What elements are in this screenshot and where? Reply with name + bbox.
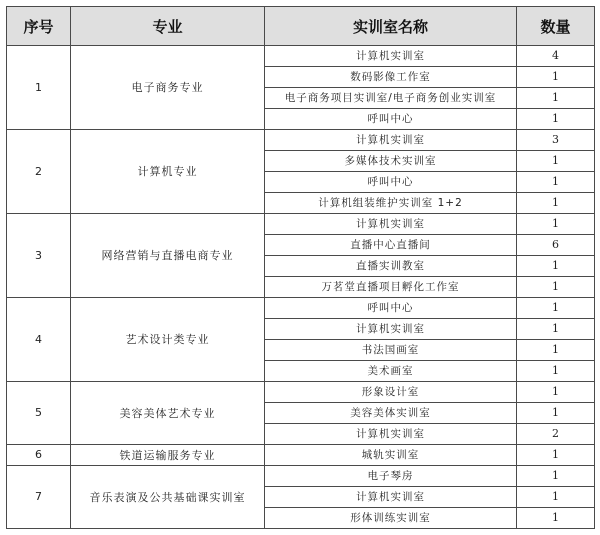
room-name-cell: 形象设计室 [265, 382, 517, 403]
table-row [7, 46, 595, 67]
count-cell: 1 [517, 361, 595, 382]
room-name-cell: 呼叫中心 [265, 109, 517, 130]
major-cell: 电子商务专业 [71, 46, 265, 130]
major-cell: 美容美体艺术专业 [71, 382, 265, 445]
count-cell: 6 [517, 235, 595, 256]
count-cell: 1 [517, 256, 595, 277]
header-row [7, 7, 595, 46]
room-name-cell: 计算机实训室 [265, 487, 517, 508]
room-name-cell: 计算机实训室 [265, 319, 517, 340]
lab-table [6, 6, 595, 529]
seq-cell: 1 [7, 46, 71, 130]
header-seq: 序号 [7, 7, 71, 46]
room-name-cell: 计算机实训室 [265, 130, 517, 151]
major-cell: 音乐表演及公共基础课实训室 [71, 466, 265, 529]
count-cell: 1 [517, 277, 595, 298]
table-row [7, 130, 595, 151]
room-name-cell: 直播中心直播间 [265, 235, 517, 256]
count-cell: 1 [517, 508, 595, 529]
count-cell: 1 [517, 487, 595, 508]
room-name-cell: 美容美体实训室 [265, 403, 517, 424]
major-cell: 艺术设计类专业 [71, 298, 265, 382]
count-cell: 1 [517, 319, 595, 340]
header-room: 实训室名称 [265, 7, 517, 46]
seq-cell: 3 [7, 214, 71, 298]
room-name-cell: 计算机组装维护实训室 1+2 [265, 193, 517, 214]
room-name-cell: 多媒体技术实训室 [265, 151, 517, 172]
count-cell: 1 [517, 340, 595, 361]
header-count: 数量 [517, 7, 595, 46]
seq-cell: 4 [7, 298, 71, 382]
room-name-cell: 书法国画室 [265, 340, 517, 361]
count-cell: 1 [517, 214, 595, 235]
count-cell: 1 [517, 445, 595, 466]
room-name-cell: 美术画室 [265, 361, 517, 382]
room-name-cell: 电子商务项目实训室/电子商务创业实训室 [265, 88, 517, 109]
room-name-cell: 计算机实训室 [265, 424, 517, 445]
count-cell: 1 [517, 109, 595, 130]
table-row [7, 298, 595, 319]
seq-cell: 6 [7, 445, 71, 466]
count-cell: 2 [517, 424, 595, 445]
count-cell: 1 [517, 88, 595, 109]
header-major: 专业 [71, 7, 265, 46]
count-cell: 1 [517, 151, 595, 172]
major-cell: 铁道运输服务专业 [71, 445, 265, 466]
table-row [7, 214, 595, 235]
major-cell: 网络营销与直播电商专业 [71, 214, 265, 298]
seq-cell: 7 [7, 466, 71, 529]
count-cell: 1 [517, 403, 595, 424]
room-name-cell: 形体训练实训室 [265, 508, 517, 529]
table-body [7, 46, 595, 529]
count-cell: 1 [517, 382, 595, 403]
room-name-cell: 计算机实训室 [265, 214, 517, 235]
count-cell: 3 [517, 130, 595, 151]
room-name-cell: 万茗堂直播项目孵化工作室 [265, 277, 517, 298]
table-row [7, 466, 595, 487]
room-name-cell: 电子琴房 [265, 466, 517, 487]
room-name-cell: 数码影像工作室 [265, 67, 517, 88]
count-cell: 1 [517, 466, 595, 487]
table-row [7, 445, 595, 466]
major-cell: 计算机专业 [71, 130, 265, 214]
seq-cell: 2 [7, 130, 71, 214]
room-name-cell: 呼叫中心 [265, 298, 517, 319]
room-name-cell: 计算机实训室 [265, 46, 517, 67]
room-name-cell: 城轨实训室 [265, 445, 517, 466]
count-cell: 1 [517, 193, 595, 214]
count-cell: 4 [517, 46, 595, 67]
count-cell: 1 [517, 172, 595, 193]
table-row [7, 382, 595, 403]
table-header [7, 7, 595, 46]
seq-cell: 5 [7, 382, 71, 445]
room-name-cell: 直播实训教室 [265, 256, 517, 277]
count-cell: 1 [517, 67, 595, 88]
room-name-cell: 呼叫中心 [265, 172, 517, 193]
count-cell: 1 [517, 298, 595, 319]
